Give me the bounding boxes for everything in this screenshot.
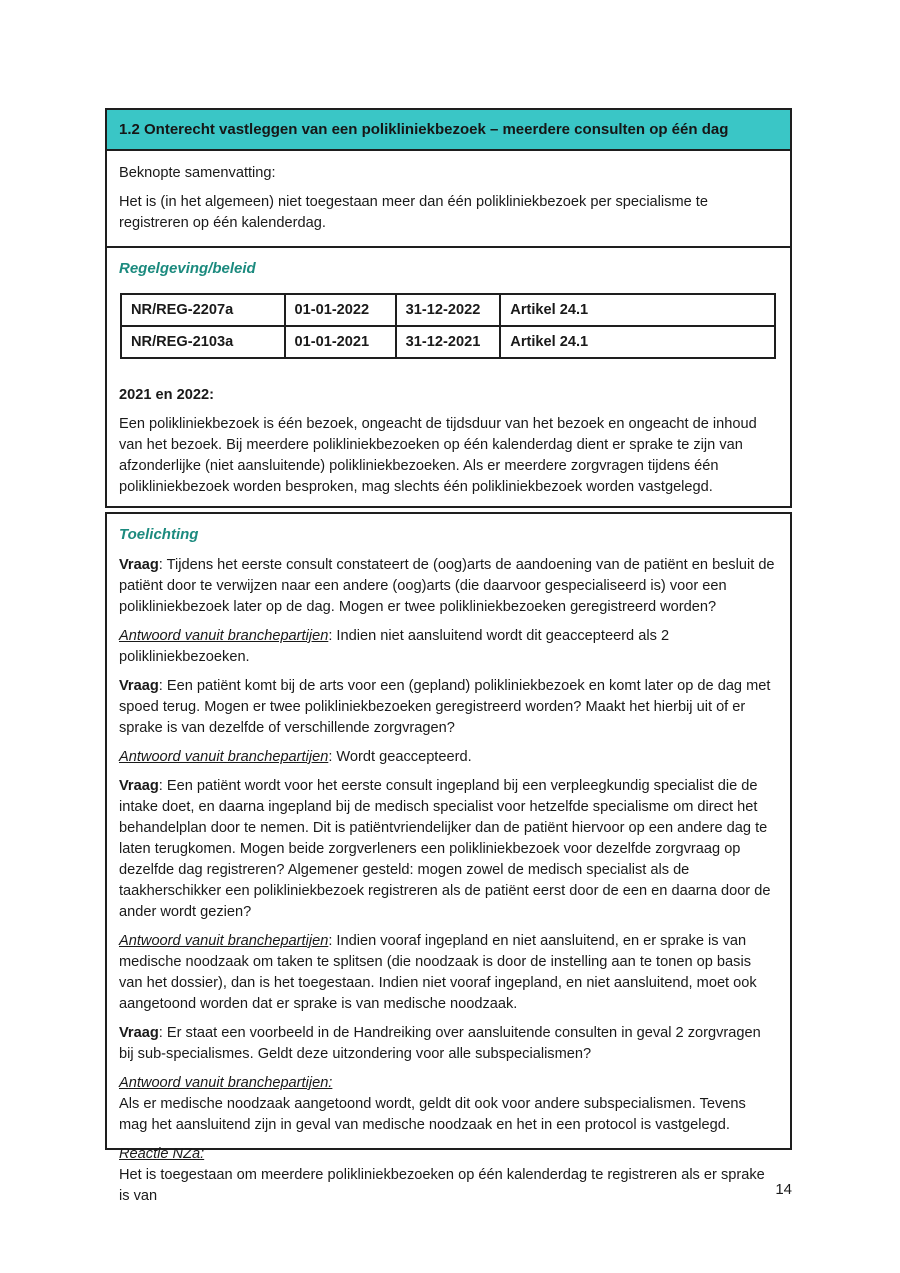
- nza-reaction-paragraph: [119, 1144, 778, 1207]
- table-cell-start-date: 01-01-2021: [285, 326, 396, 358]
- table-cell-article: Artikel 24.1: [500, 326, 775, 358]
- question-label: Vraag: [119, 678, 159, 694]
- answer-text: : Wordt geaccepteerd.: [328, 749, 472, 765]
- answer-text: : Indien niet aansluitend wordt dit geaccepteerd als 2 polikliniekbezoeken.: [119, 628, 670, 665]
- table-cell-end-date: 31-12-2021: [396, 326, 501, 358]
- regulation-text: Een polikliniekbezoek is één bezoek, ongeacht de tijdsduur van het bezoek en ongeacht de inhoud van het bezoek. Bij meerdere polikliniekbezoeken op één kalenderdag dient er sprake te zijn van afzonderlijke (niet aansluitende) polikliniekbezoeken. Als er meerdere zorgvragen tijdens één polikliniekbezoek worden besproken, mag slechts één polikliniekbezoek worden vastgelegd.: [119, 416, 757, 495]
- answer-label: Antwoord vanuit branchepartijen: [119, 628, 329, 644]
- table-cell-article: Artikel 24.1: [500, 294, 775, 326]
- question-text: : Een patiënt wordt voor het eerste consult ingepland bij een verpleegkundig specialist die de intake doet, en daarna ingepland bij de medisch specialist voor hetzelfde specialisme om direct het behandelplan door te nemen. Dit is patiëntvriendelijker dan de patiënt hiervoor op een andere dag te laten terugkomen. Mogen beide zorgverleners een polikliniekbezoek voor dezelfde zorgvraag op dezelfde dag registreren? Algemener gesteld: mogen zowel de medisch specialist als de taakherschikker een polikliniekbezoek registreren als de patiënt eerst door de een en daarna door de ander wordt gezien?: [119, 778, 771, 920]
- table-row: [121, 326, 775, 358]
- question-paragraph: [119, 1023, 778, 1065]
- nza-reaction-label: Reactie NZa:: [119, 1146, 205, 1162]
- question-text: : Er staat een voorbeeld in de Handreiking over aansluitende consulten in geval 2 zorgvragen bij sub-specialismes. Geldt deze uitzondering voor alle subspecialismen?: [119, 1025, 761, 1062]
- question-label: Vraag: [119, 557, 159, 573]
- answer-label: Antwoord vanuit branchepartijen: [119, 933, 329, 949]
- explanation-heading: Toelichting: [119, 526, 199, 543]
- answer-text: Als er medische noodzaak aangetoond wordt, geldt dit ook voor andere subspecialismen. Tevens mag het aansluitend zijn in geval van medische noodzaak en het in een protocol is vastgelegd.: [119, 1096, 746, 1133]
- years-label: 2021 en 2022:: [119, 387, 214, 403]
- answer-label: Antwoord vanuit branchepartijen: [119, 749, 329, 765]
- page-number: 14: [775, 1181, 792, 1198]
- question-text: : Een patiënt komt bij de arts voor een (gepland) polikliniekbezoek en komt later op de dag met spoed terug. Mogen er twee polikliniekbezoeken geregistreerd worden? Maakt het hierbij uit of er sprake is van dezelfde of verschillende zorgvragen?: [119, 678, 771, 736]
- answer-paragraph: [119, 747, 778, 768]
- section-title: 1.2 Onterecht vastleggen van een polikliniekbezoek – meerdere consulten op één dag: [119, 121, 729, 138]
- answer-paragraph: [119, 1073, 778, 1136]
- regulation-heading: Regelgeving/beleid: [119, 260, 256, 277]
- question-paragraph: [119, 555, 778, 618]
- answer-paragraph: [119, 626, 778, 668]
- question-paragraph: [119, 676, 778, 739]
- table-cell-regulation-code: NR/REG-2207a: [121, 294, 285, 326]
- table-cell-start-date: 01-01-2022: [285, 294, 396, 326]
- summary-label: Beknopte samenvatting:: [119, 165, 276, 181]
- summary-text: Het is (in het algemeen) niet toegestaan meer dan één polikliniekbezoek per specialisme te registreren op één kalenderdag.: [119, 194, 708, 231]
- question-text: : Tijdens het eerste consult constateert de (oog)arts de aandoening van de patiënt en besluit de patiënt door te verwijzen naar een andere (oog)arts (die daarvoor gespecialiseerd is) voor een polikliniekbezoek later op de dag. Mogen er twee polikliniekbezoeken geregistreerd worden?: [119, 557, 775, 615]
- question-label: Vraag: [119, 778, 159, 794]
- answer-text: : Indien vooraf ingepland en niet aansluitend, en er sprake is van medische noodzaak om taken te splitsen (die noodzaak is door de instelling aan te tonen op basis van het dossier), dan is het toegestaan. Indien niet vooraf ingepland, en niet aansluitend, moet ook aangetoond worden dat er sprake is van medische noodzaak.: [119, 933, 757, 1012]
- section-header-unit: [105, 108, 792, 253]
- answer-paragraph: [119, 931, 778, 1015]
- answer-label: Antwoord vanuit branchepartijen:: [119, 1075, 333, 1091]
- question-paragraph: [119, 776, 778, 923]
- question-label: Vraag: [119, 1025, 159, 1041]
- table-row: [121, 294, 775, 326]
- regulation-section: [105, 246, 792, 508]
- section-title-bar: [107, 110, 790, 151]
- table-cell-end-date: 31-12-2022: [396, 294, 501, 326]
- summary-section: [107, 151, 790, 251]
- table-cell-regulation-code: NR/REG-2103a: [121, 326, 285, 358]
- nza-reaction-text: Het is toegestaan om meerdere polikliniekbezoeken op één kalenderdag te registreren als er sprake is van: [119, 1167, 765, 1204]
- regulation-table: [120, 293, 776, 359]
